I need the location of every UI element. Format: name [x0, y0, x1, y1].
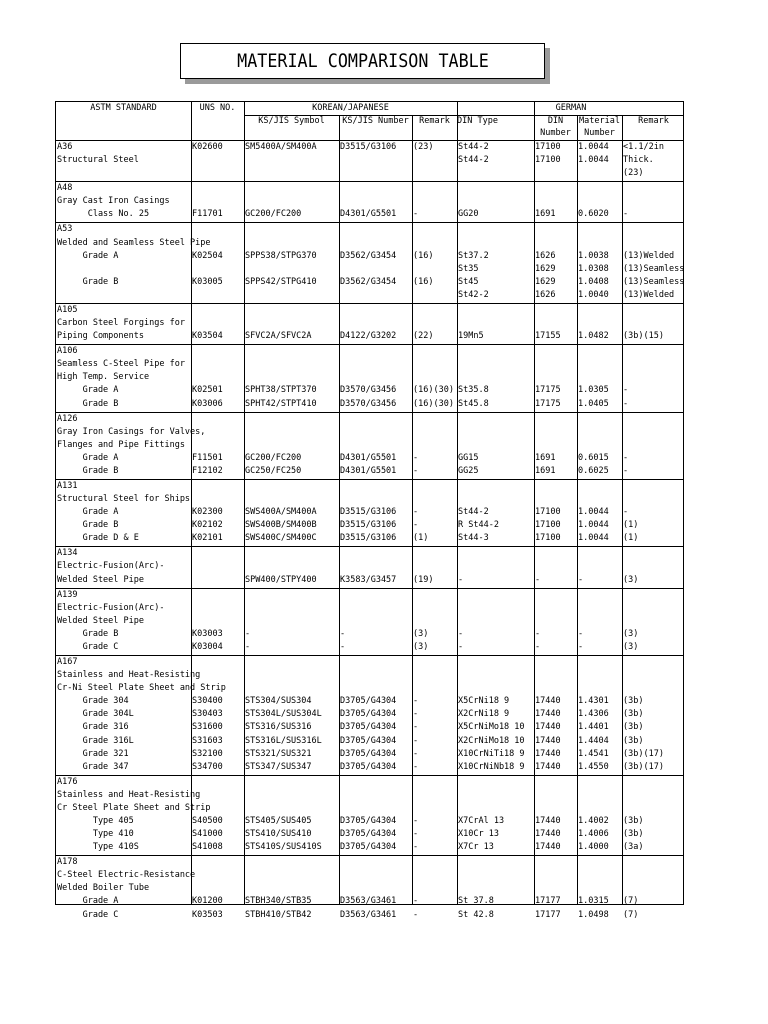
cell-ks-number: D3705/G4304 — [340, 829, 397, 840]
cell-din-number: 17440 — [535, 761, 561, 772]
cell-astm: A131 — [57, 481, 78, 491]
cell-ks-symbol: SPPS38/STPG370 — [245, 250, 317, 261]
cell-din-type: X5CrNiMo18 10 — [458, 722, 525, 733]
cell-astm: Carbon Steel Forgings for — [57, 318, 185, 329]
page-title — [180, 43, 545, 79]
cell-uns: S41008 — [192, 842, 223, 853]
cell-din-type: X7Cr 13 — [458, 842, 494, 853]
cell-astm: Grade A — [57, 250, 119, 261]
cell-astm: Welded Boiler Tube — [57, 883, 150, 894]
cell-material-number: 1.0315 — [578, 896, 609, 907]
cell-ks-number: D3705/G4304 — [340, 735, 397, 746]
cell-din-type: X7CrAl 13 — [458, 816, 505, 826]
cell-ks-symbol: SPW400/STPY400 — [245, 574, 317, 585]
cell-astm: Grade 304L — [57, 709, 134, 720]
cell-ks-symbol: SWS400C/SM400C — [245, 533, 317, 544]
cell-ks-symbol: SWS400A/SM400A — [245, 507, 317, 518]
cell-din-type: 19Mn5 — [458, 331, 484, 342]
cell-ks-number: D4301/G5501 — [340, 209, 397, 220]
cell-din-type: St44-2 — [458, 507, 489, 518]
cell-astm: C-Steel Electric-Resistance — [57, 870, 196, 881]
cell-din-number: 17155 — [535, 331, 561, 342]
cell-remark-de: (23) — [623, 168, 644, 179]
cell-material-number: - — [578, 641, 584, 652]
cell-material-number: 1.4541 — [578, 748, 609, 759]
cell-material-number: 1.0482 — [578, 331, 609, 342]
cell-remark-de: (3) — [623, 628, 639, 639]
cell-astm: Class No. 25 — [57, 209, 150, 220]
cell-din-number: 17440 — [535, 709, 561, 720]
cell-ks-number: D3705/G4304 — [340, 696, 397, 707]
cell-din-number: 17440 — [535, 735, 561, 746]
cell-din-number: 17440 — [535, 829, 561, 840]
cell-remark-kj: - — [413, 722, 419, 733]
header-material-number-line2: Number — [584, 128, 615, 138]
cell-remark-de: (3b) — [623, 722, 644, 733]
cell-ks-symbol: STS304/SUS304 — [245, 696, 312, 707]
cell-astm: Gray Iron Casings for Valves, — [57, 426, 206, 437]
cell-din-number: 1691 — [535, 209, 556, 220]
cell-astm: Grade B — [57, 628, 119, 639]
cell-din-number: 1691 — [535, 452, 556, 463]
cell-material-number: 1.0308 — [578, 263, 609, 274]
cell-ks-number: D3515/G3106 — [340, 520, 397, 531]
cell-remark-kj: - — [413, 829, 419, 840]
cell-astm: A126 — [57, 413, 78, 424]
cell-ks-number: D3563/G3461 — [340, 909, 397, 920]
cell-astm: Grade B — [57, 398, 119, 409]
cell-astm: Electric-Fusion(Arc)- — [57, 602, 165, 613]
cell-ks-number: D3705/G4304 — [340, 709, 397, 720]
cell-din-type: GG15 — [458, 452, 479, 463]
cell-din-number: 1629 — [535, 276, 556, 287]
cell-ks-number: - — [340, 628, 346, 639]
cell-remark-kj: - — [413, 735, 419, 746]
cell-din-number: 17175 — [535, 385, 561, 396]
cell-material-number: 1.0408 — [578, 276, 609, 287]
cell-ks-number: D3515/G3106 — [340, 533, 397, 544]
header-remark-korean: Remark — [419, 116, 450, 126]
cell-remark-de: (3a) — [623, 842, 644, 853]
cell-material-number: 1.0044 — [578, 155, 609, 166]
cell-ks-symbol: STS410/SUS410 — [245, 829, 312, 840]
cell-astm: A105 — [57, 304, 78, 315]
cell-din-number: 17440 — [535, 748, 561, 759]
cell-uns: K03006 — [192, 398, 223, 409]
cell-remark-de: Thick. — [623, 155, 654, 166]
cell-astm: Type 405 — [57, 816, 134, 826]
cell-uns: K02300 — [192, 507, 223, 518]
cell-din-number: 17177 — [535, 896, 561, 907]
cell-ks-symbol: STS316L/SUS316L — [245, 735, 322, 746]
cell-din-type: St45.8 — [458, 398, 489, 409]
cell-material-number: 1.4006 — [578, 829, 609, 840]
cell-remark-de: (7) — [623, 896, 639, 907]
cell-material-number: 1.0305 — [578, 385, 609, 396]
cell-ks-number: D3705/G4304 — [340, 816, 397, 826]
cell-remark-de: (7) — [623, 909, 639, 920]
cell-astm: Grade 321 — [57, 748, 129, 759]
cell-remark-de: (13)Welded — [623, 289, 675, 300]
cell-uns: K03504 — [192, 331, 223, 342]
cell-remark-kj: - — [413, 696, 419, 707]
cell-din-number: 17100 — [535, 155, 561, 166]
cell-din-type: St35 — [458, 263, 479, 274]
cell-astm: A36 — [57, 142, 73, 152]
cell-astm: Type 410S — [57, 842, 139, 853]
cell-ks-number: D3705/G4304 — [340, 748, 397, 759]
cell-din-type: GG25 — [458, 465, 479, 476]
cell-ks-symbol: STBH410/STB42 — [245, 909, 312, 920]
cell-din-type: - — [458, 574, 464, 585]
cell-remark-kj: (3) — [413, 628, 429, 639]
cell-material-number: 1.0044 — [578, 533, 609, 544]
cell-material-number: - — [578, 628, 584, 639]
cell-remark-de: (1) — [623, 533, 639, 544]
cell-uns: S34700 — [192, 761, 223, 772]
cell-uns: K03005 — [192, 276, 223, 287]
cell-material-number: 1.0405 — [578, 398, 609, 409]
header-din-number-line1: DIN — [547, 116, 564, 126]
cell-remark-kj: - — [413, 209, 419, 220]
cell-astm: A167 — [57, 657, 78, 668]
cell-astm: Piping Components — [57, 331, 144, 342]
cell-ks-number: - — [340, 641, 346, 652]
cell-din-number: 1626 — [535, 250, 556, 261]
cell-din-number: 17100 — [535, 142, 561, 152]
header-ks-symbol: KS/JIS Symbol — [258, 116, 325, 126]
cell-ks-number: D3570/G3456 — [340, 398, 397, 409]
cell-material-number: 1.0044 — [578, 520, 609, 531]
cell-din-type: St44-3 — [458, 533, 489, 544]
cell-ks-number: D3562/G3454 — [340, 250, 397, 261]
cell-remark-de: (3b) — [623, 816, 644, 826]
cell-ks-symbol: STS321/SUS321 — [245, 748, 312, 759]
cell-astm: Welded Steel Pipe — [57, 574, 144, 585]
cell-din-number: 17100 — [535, 533, 561, 544]
cell-din-type: X2CrNiMo18 10 — [458, 735, 525, 746]
cell-astm: A106 — [57, 346, 78, 357]
cell-uns: S31600 — [192, 722, 223, 733]
cell-material-number: 0.6025 — [578, 465, 609, 476]
cell-remark-kj: (23) — [413, 142, 434, 152]
cell-remark-kj: (16)(30) — [413, 398, 454, 409]
cell-ks-number: D4122/G3202 — [340, 331, 397, 342]
cell-material-number: 1.4401 — [578, 722, 609, 733]
cell-ks-symbol: - — [245, 628, 251, 639]
cell-astm: Structural Steel for Ships — [57, 494, 191, 505]
cell-din-type: St45 — [458, 276, 479, 287]
cell-remark-kj: (16) — [413, 276, 434, 287]
cell-uns: K03004 — [192, 641, 223, 652]
cell-astm: Stainless and Heat-Resisting — [57, 670, 201, 681]
cell-din-type: X10Cr 13 — [458, 829, 499, 840]
cell-din-type: X2CrNi18 9 — [458, 709, 510, 720]
cell-astm: Grade A — [57, 507, 119, 518]
cell-din-number: 17440 — [535, 842, 561, 853]
cell-remark-de: (3b) — [623, 735, 644, 746]
cell-ks-number: K3583/G3457 — [340, 574, 397, 585]
cell-remark-kj: - — [413, 709, 419, 720]
page-title-text: MATERIAL COMPARISON TABLE — [236, 50, 489, 72]
cell-remark-de: - — [623, 398, 629, 409]
cell-remark-kj: - — [413, 452, 419, 463]
cell-astm: Grade 316 — [57, 722, 129, 733]
cell-ks-symbol: SM5400A/SM400A — [245, 142, 317, 152]
cell-din-type: St44-2 — [458, 155, 489, 166]
cell-material-number: 1.4002 — [578, 816, 609, 826]
cell-material-number: 0.6015 — [578, 452, 609, 463]
cell-ks-number: D4301/G5501 — [340, 465, 397, 476]
cell-ks-number: D3705/G4304 — [340, 842, 397, 853]
cell-remark-kj: (1) — [413, 533, 429, 544]
cell-ks-number: D3705/G4304 — [340, 761, 397, 772]
cell-material-number: 1.0044 — [578, 507, 609, 518]
cell-ks-number: D3705/G4304 — [340, 722, 397, 733]
cell-uns: S41000 — [192, 829, 223, 840]
cell-remark-de: (3b)(17) — [623, 761, 664, 772]
cell-remark-kj: (19) — [413, 574, 434, 585]
cell-astm: Cr-Ni Steel Plate Sheet and Strip — [57, 683, 226, 694]
cell-material-number: 1.0498 — [578, 909, 609, 920]
cell-astm: A139 — [57, 589, 78, 600]
cell-uns: S32100 — [192, 748, 223, 759]
cell-astm: A178 — [57, 857, 78, 868]
cell-din-number: 17177 — [535, 909, 561, 920]
cell-uns: K02102 — [192, 520, 223, 531]
cell-ks-symbol: SPHT38/STPT370 — [245, 385, 317, 396]
cell-remark-de: <1.1/2in — [623, 142, 664, 152]
cell-din-type: St37.2 — [458, 250, 489, 261]
cell-ks-symbol: GC200/FC200 — [245, 209, 302, 220]
cell-remark-kj: (3) — [413, 641, 429, 652]
cell-astm: Grade A — [57, 896, 119, 907]
cell-astm: Grade 347 — [57, 761, 129, 772]
cell-ks-symbol: STS316/SUS316 — [245, 722, 312, 733]
cell-din-type: St 42.8 — [458, 909, 494, 920]
cell-ks-symbol: SFVC2A/SFVC2A — [245, 331, 312, 342]
cell-din-number: 17440 — [535, 816, 561, 826]
cell-uns: K02101 — [192, 533, 223, 544]
cell-ks-symbol: GC200/FC200 — [245, 452, 302, 463]
cell-astm: Seamless C-Steel Pipe for — [57, 359, 185, 370]
cell-din-type: X5CrNi18 9 — [458, 696, 510, 707]
cell-ks-symbol: STBH340/STB35 — [245, 896, 312, 907]
cell-remark-kj: - — [413, 748, 419, 759]
cell-remark-kj: - — [413, 816, 419, 826]
cell-din-number: 17440 — [535, 696, 561, 707]
cell-din-number: - — [535, 628, 541, 639]
cell-astm: A53 — [57, 224, 73, 235]
cell-ks-symbol: SPHT42/STPT410 — [245, 398, 317, 409]
cell-uns: K01200 — [192, 896, 223, 907]
cell-remark-de: (3b) — [623, 709, 644, 720]
cell-uns: K02600 — [192, 142, 223, 152]
cell-astm: Stainless and Heat-Resisting — [57, 789, 201, 800]
cell-uns: S30403 — [192, 709, 223, 720]
header-material-number-line1: Material — [579, 116, 620, 126]
cell-remark-kj: - — [413, 896, 419, 907]
cell-uns: K03503 — [192, 909, 223, 920]
cell-din-type: St 37.8 — [458, 896, 494, 907]
cell-ks-symbol: GC250/FC250 — [245, 465, 302, 476]
cell-remark-de: (3) — [623, 641, 639, 652]
cell-remark-kj: - — [413, 465, 419, 476]
cell-ks-number: D3515/G3106 — [340, 507, 397, 518]
header-korean-japanese: KOREAN/JAPANESE — [312, 103, 389, 113]
cell-ks-number: D4301/G5501 — [340, 452, 397, 463]
cell-astm: Grade 316L — [57, 735, 134, 746]
cell-din-type: - — [458, 641, 464, 652]
cell-uns: F11501 — [192, 452, 223, 463]
cell-din-number: 1629 — [535, 263, 556, 274]
cell-material-number: 1.0038 — [578, 250, 609, 261]
cell-astm: Structural Steel — [57, 155, 139, 166]
cell-uns: K03003 — [192, 628, 223, 639]
cell-din-number: 17100 — [535, 507, 561, 518]
cell-astm: Grade B — [57, 465, 119, 476]
cell-din-type: - — [458, 628, 464, 639]
cell-ks-number: D3570/G3456 — [340, 385, 397, 396]
cell-astm: Grade D & E — [57, 533, 139, 544]
cell-din-type: X10CrNiNb18 9 — [458, 761, 525, 772]
cell-astm: A48 — [57, 183, 73, 194]
cell-din-number: 1691 — [535, 465, 556, 476]
cell-astm: Gray Cast Iron Casings — [57, 196, 170, 207]
cell-material-number: 1.4301 — [578, 696, 609, 707]
cell-astm: Grade 304 — [57, 696, 129, 707]
cell-ks-symbol: STS304L/SUS304L — [245, 709, 322, 720]
cell-din-number: - — [535, 641, 541, 652]
cell-din-number: 17175 — [535, 398, 561, 409]
cell-din-number: 17440 — [535, 722, 561, 733]
cell-ks-number: D3515/G3106 — [340, 142, 397, 152]
cell-ks-symbol: STS405/SUS405 — [245, 816, 312, 826]
cell-material-number: 0.6020 — [578, 209, 609, 220]
cell-din-type: St44-2 — [458, 142, 489, 152]
cell-ks-symbol: SPPS42/STPG410 — [245, 276, 317, 287]
cell-remark-de: (1) — [623, 520, 639, 531]
cell-astm: Grade A — [57, 385, 119, 396]
cell-astm: Grade B — [57, 276, 119, 287]
cell-din-number: 17100 — [535, 520, 561, 531]
cell-remark-de: (13)Seamless — [623, 263, 685, 274]
cell-remark-de: (13)Seamless — [623, 276, 685, 287]
cell-ks-symbol: - — [245, 641, 251, 652]
cell-remark-de: (13)Welded — [623, 250, 675, 261]
cell-din-type: GG20 — [458, 209, 479, 220]
cell-remark-de: (3b) — [623, 829, 644, 840]
header-german: GERMAN — [555, 103, 587, 113]
cell-material-number: 1.4000 — [578, 842, 609, 853]
cell-astm: Grade A — [57, 452, 119, 463]
cell-astm: Cr Steel Plate Sheet and Strip — [57, 802, 211, 813]
cell-uns: K02501 — [192, 385, 223, 396]
cell-astm: Welded Steel Pipe — [57, 615, 144, 626]
cell-remark-de: (3b)(15) — [623, 331, 664, 342]
cell-material-number: 1.0044 — [578, 142, 609, 152]
cell-astm: Welded and Seamless Steel Pipe — [57, 237, 211, 248]
cell-uns: S40500 — [192, 816, 223, 826]
cell-din-type: X10CrNiTi18 9 — [458, 748, 525, 759]
cell-ks-symbol: STS347/SUS347 — [245, 761, 312, 772]
cell-ks-number: D3562/G3454 — [340, 276, 397, 287]
cell-ks-number: D3563/G3461 — [340, 896, 397, 907]
cell-uns: F12102 — [192, 465, 223, 476]
cell-remark-de: - — [623, 465, 629, 476]
cell-material-number: 1.4306 — [578, 709, 609, 720]
cell-remark-kj: - — [413, 520, 419, 531]
cell-din-type: St35.8 — [458, 385, 489, 396]
cell-astm: A134 — [57, 548, 78, 559]
cell-ks-symbol: SWS400B/SM400B — [245, 520, 317, 531]
header-din-number-line2: Number — [540, 128, 571, 138]
cell-remark-de: - — [623, 209, 629, 220]
cell-ks-symbol: STS410S/SUS410S — [245, 842, 322, 853]
cell-remark-de: (3b)(17) — [623, 748, 664, 759]
cell-remark-kj: (16) — [413, 250, 434, 261]
cell-remark-de: - — [623, 452, 629, 463]
cell-remark-de: - — [623, 385, 629, 396]
cell-uns: K02504 — [192, 250, 223, 261]
cell-astm: Flanges and Pipe Fittings — [57, 439, 185, 450]
cell-remark-kj: (16)(30) — [413, 385, 454, 396]
cell-din-number: 1626 — [535, 289, 556, 300]
cell-astm: A176 — [57, 776, 78, 787]
cell-din-number: - — [535, 574, 541, 585]
cell-material-number: - — [578, 574, 584, 585]
cell-material-number: 1.4550 — [578, 761, 609, 772]
cell-astm: Electric-Fusion(Arc)- — [57, 561, 165, 572]
cell-din-type: R St44-2 — [458, 520, 499, 531]
cell-remark-kj: - — [413, 842, 419, 853]
cell-astm: Grade C — [57, 909, 119, 920]
cell-din-type: St42-2 — [458, 289, 489, 300]
header-uns-no: UNS NO. — [199, 103, 236, 113]
header-ks-number: KS/JIS Number — [342, 116, 409, 126]
cell-material-number: 1.4404 — [578, 735, 609, 746]
cell-material-number: 1.0040 — [578, 289, 609, 300]
cell-remark-kj: - — [413, 909, 419, 920]
cell-remark-kj: - — [413, 507, 419, 518]
cell-uns: F11701 — [192, 209, 223, 220]
cell-remark-de: (3) — [623, 574, 639, 585]
header-din-type: DIN Type — [457, 116, 498, 126]
cell-remark-de: (3b) — [623, 696, 644, 707]
header-astm-standard: ASTM STANDARD — [90, 103, 157, 113]
cell-uns: S31603 — [192, 735, 223, 746]
cell-astm: High Temp. Service — [57, 372, 150, 383]
comparison-table — [55, 101, 685, 920]
cell-astm: Grade C — [57, 641, 119, 652]
cell-remark-kj: (22) — [413, 331, 434, 342]
cell-astm: Type 410 — [57, 829, 134, 840]
cell-uns: S30400 — [192, 696, 223, 707]
cell-remark-de: - — [623, 507, 629, 518]
cell-remark-kj: - — [413, 761, 419, 772]
header-remark-german: Remark — [638, 116, 669, 126]
cell-astm: Grade B — [57, 520, 119, 531]
